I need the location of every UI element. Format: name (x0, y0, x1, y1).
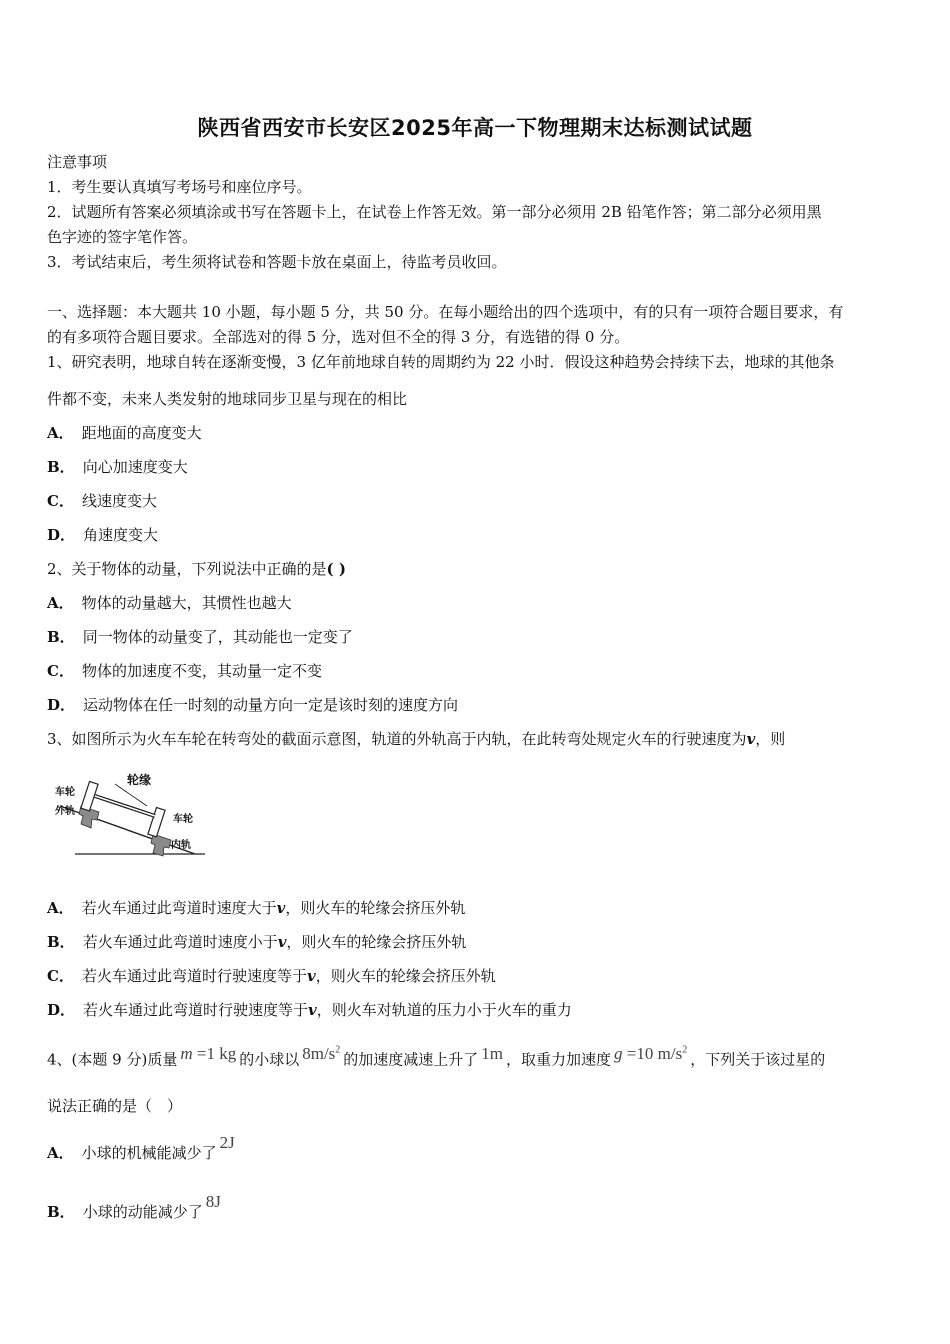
question-2-option-b (47, 627, 353, 647)
option-letter: A． (47, 899, 74, 917)
mass-formula (180, 1044, 236, 1063)
option-text: 若火车通过此弯道时行驶速度等于 (81, 967, 307, 985)
question-3-option-c (47, 966, 496, 986)
right-wheel (148, 807, 165, 836)
option-text: 物体的动量越大，其惯性也越大 (81, 594, 292, 612)
acceleration-formula (302, 1044, 340, 1063)
train-wheel-diagram (55, 770, 205, 860)
option-text: 向心加速度变大 (82, 458, 188, 476)
outer-rail-label: 外轨 (55, 806, 75, 817)
question-1-stem: 件都不变，未来人类发射的地球同步卫星与现在的相比 (47, 390, 408, 408)
option-text: ，则火车的轮缘会挤压外轨 (286, 933, 467, 951)
question-1-option-a (47, 423, 202, 443)
option-letter: B． (47, 1203, 75, 1221)
notice-item: 2．试题所有答案必须填涂或书写在答题卡上，在试卷上作答无效。第一部分必须用 2B 铅笔作答；第二部分必须用黑 (47, 203, 822, 221)
question-2-option-a (47, 593, 292, 613)
question-2-stem (47, 559, 346, 579)
question-2-option-c (47, 661, 322, 681)
section-intro: 的有多项符合题目要求。全部选对的得 5 分，选对但不全的得 3 分，有选错的得 0 分。 (47, 328, 630, 346)
option-letter: A． (47, 424, 74, 442)
stem-text: ，取重力加速度 (506, 1050, 612, 1069)
notice-heading: 注意事项 (47, 153, 108, 171)
stem-text: 的小球以 (239, 1050, 300, 1069)
option-text: 同一物体的动量变了，其动能也一定变了 (82, 628, 353, 646)
section-intro: 一、选择题：本大题共 10 小题，每小题 5 分，共 50 分。在每小题给出的四个选项中，有的只有一项符合题目要求，有 (47, 303, 844, 321)
wheel-right-label: 车轮 (173, 814, 193, 825)
notice-item: 色字迹的签字笔作答。 (47, 228, 198, 246)
question-3-option-d (47, 1000, 572, 1020)
question-1-option-c (47, 491, 157, 511)
question-4-option-a (47, 1133, 238, 1163)
acceleration-exponent: 2 (335, 1044, 341, 1055)
flange-label: 轮缘 (127, 773, 152, 787)
question-4-option-b (47, 1192, 224, 1222)
option-letter: B． (47, 628, 75, 646)
option-math: 8J (205, 1192, 221, 1211)
stem-text: 的加速度减速上升了 (343, 1050, 479, 1069)
question-2-stem-text: 2、关于物体的动量，下列说法中正确的是 (47, 560, 327, 578)
velocity-symbol: v (306, 967, 316, 985)
option-letter: C． (47, 662, 74, 680)
option-math: 2J (219, 1133, 235, 1152)
wheel-left-label: 车轮 (55, 787, 75, 798)
option-letter: A． (47, 594, 74, 612)
velocity-symbol: v (308, 1001, 317, 1019)
question-4-stem: 说法正确的是（ ） (47, 1097, 183, 1115)
option-letter: A． (47, 1144, 74, 1162)
option-text: 线速度变大 (81, 492, 157, 510)
option-letter: D． (47, 1001, 76, 1019)
height-formula: 1m (481, 1043, 504, 1063)
option-letter: C． (47, 492, 74, 510)
acceleration-value: 8m/s (302, 1043, 336, 1063)
option-text: 小球的动能减少了 (82, 1203, 203, 1221)
page-title: 陕西省西安市长安区2025年高一下物理期末达标测试试题 (197, 116, 753, 140)
option-text: 若火车通过此弯道时速度小于 (82, 933, 278, 951)
option-text: ，则火车的轮缘会挤压外轨 (285, 899, 466, 917)
question-3-stem (47, 729, 785, 749)
gravity-formula (614, 1044, 687, 1063)
gravity-symbol: g (614, 1043, 623, 1063)
stem-text: 3、如图所示为火车车轮在转弯处的截面示意图，轨道的外轨高于内轨，在此转弯处规定火车的行驶速度为 (47, 730, 747, 748)
option-text: 运动物体在任一时刻的动量方向一定是该时刻的速度方向 (83, 696, 459, 714)
notice-item: 1．考生要认真填写考场号和座位序号。 (47, 178, 312, 196)
velocity-symbol: v (276, 899, 286, 917)
question-1-option-b (47, 457, 188, 477)
gravity-value: =10 m/s (626, 1043, 683, 1063)
option-text: 角速度变大 (83, 526, 159, 544)
option-text: 距地面的高度变大 (81, 424, 202, 442)
option-text: ，则火车对轨道的压力小于火车的重力 (316, 1001, 572, 1019)
question-1-option-d (47, 525, 158, 545)
velocity-symbol: v (746, 730, 756, 748)
option-letter: B． (47, 458, 75, 476)
stem-text: 4、(本题 9 分)质量 (47, 1050, 178, 1069)
question-4-stem (47, 1043, 826, 1070)
option-letter: D． (47, 526, 76, 544)
option-text: 若火车通过此弯道时速度大于 (81, 899, 277, 917)
question-1-stem: 1、研究表明，地球自转在逐渐变慢，3 亿年前地球自转的周期约为 22 小时．假设这种趋势会持续下去，地球的其他条 (47, 353, 835, 371)
option-letter: B． (47, 933, 75, 951)
axle-highlight (95, 796, 155, 816)
option-letter: C． (47, 967, 74, 985)
stem-text: ，下列关于该过星的 (690, 1050, 826, 1069)
option-text: 物体的加速度不变，其动量一定不变 (81, 662, 322, 680)
mass-symbol: m (180, 1043, 193, 1063)
option-text: 若火车通过此弯道时行驶速度等于 (83, 1001, 309, 1019)
inner-rail-shape (151, 834, 171, 856)
mass-value: =1 kg (196, 1043, 237, 1063)
question-3-option-a (47, 898, 465, 918)
notice-item: 3．考试结束后，考生须将试卷和答题卡放在桌面上，待监考员收回。 (47, 253, 507, 271)
gravity-exponent: 2 (682, 1044, 688, 1055)
answer-paren: ( ) (326, 560, 346, 578)
option-text: 小球的机械能减少了 (81, 1144, 217, 1162)
question-2-option-d (47, 695, 458, 715)
stem-text: ，则 (755, 730, 786, 748)
option-text: ，则火车的轮缘会挤压外轨 (315, 967, 496, 985)
question-3-option-b (47, 932, 466, 952)
option-letter: D． (47, 696, 76, 714)
velocity-symbol: v (277, 933, 287, 951)
inner-rail-label: 内轨 (171, 840, 191, 851)
